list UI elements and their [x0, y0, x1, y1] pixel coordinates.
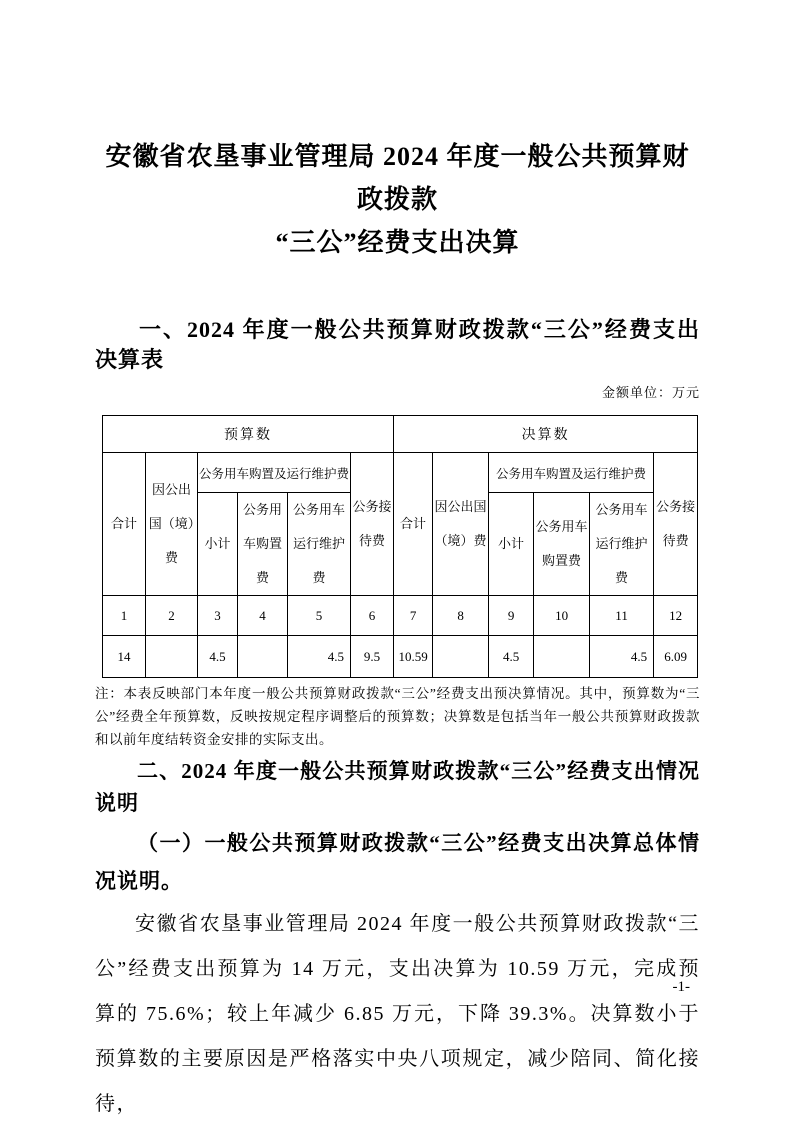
column-number: 4: [238, 596, 288, 636]
column-number: 9: [489, 596, 534, 636]
final-total-header: 合计: [394, 453, 433, 596]
budget-vehicle-group-header: 公务用车购置及运行维护费: [198, 453, 351, 493]
budget-vehicle-maintenance-header: 公务用车运行维护费: [288, 493, 351, 596]
final-abroad-value: [433, 636, 489, 678]
page-number: -1-: [672, 979, 690, 995]
column-number: 11: [590, 596, 654, 636]
budget-vehicle-subtotal-header: 小计: [198, 493, 238, 596]
budget-reception-value: 9.5: [351, 636, 394, 678]
budget-vehicle-subtotal-value: 4.5: [198, 636, 238, 678]
summary-paragraph: 安徽省农垦事业管理局 2024 年度一般公共预算财政拨款“三公”经费支出预算为 14 万元，支出决算为 10.59 万元，完成预算的 75.6%；较上年减少 6.85 万元，下降 39.3%。决算数小于预算数的主要原因是严格落实中央八项规定，减少陪同、简化接待，: [95, 913, 700, 1115]
table-column-number-row: [103, 596, 698, 636]
final-vehicle-maintenance-header: 公务用车运行维护费: [590, 493, 654, 596]
final-group-header: 决算数: [394, 416, 698, 453]
final-abroad-header: 因公出国（境）费: [433, 453, 489, 596]
budget-abroad-header: 因公出国（境）费: [146, 453, 198, 596]
final-vehicle-subtotal-header: 小计: [489, 493, 534, 596]
column-number: 7: [394, 596, 433, 636]
final-reception-value: 6.09: [654, 636, 698, 678]
final-vehicle-maintenance-value: 4.5: [590, 636, 654, 678]
column-number: 2: [146, 596, 198, 636]
subsection-1-heading: （一）一般公共预算财政拨款“三公”经费支出决算总体情况说明。: [95, 831, 700, 893]
final-vehicle-purchase-header: 公务用车购置费: [534, 493, 590, 596]
budget-reception-header: 公务接待费: [351, 453, 394, 596]
column-number: 5: [288, 596, 351, 636]
column-number: 10: [534, 596, 590, 636]
document-title-line1: 安徽省农垦事业管理局 2024 年度一般公共预算财政拨款: [105, 142, 690, 214]
column-number: 6: [351, 596, 394, 636]
table-group-header-row: [103, 416, 698, 453]
section-2-heading: 二、2024 年度一般公共预算财政拨款“三公”经费支出情况说明: [95, 759, 700, 815]
section-1-heading: 一、2024 年度一般公共预算财政拨款“三公”经费支出决算表: [95, 317, 700, 372]
budget-vehicle-purchase-value: [238, 636, 288, 678]
table-value-row: [103, 636, 698, 678]
document-title: [95, 135, 700, 264]
document-title-line2: “三公”经费支出决算: [275, 228, 520, 257]
final-reception-header: 公务接待费: [654, 453, 698, 596]
column-number: 12: [654, 596, 698, 636]
budget-vehicle-purchase-header: 公务用车购置费: [238, 493, 288, 596]
final-vehicle-group-header: 公务用车购置及运行维护费: [489, 453, 654, 493]
table-note: 注：本表反映部门本年度一般公共预算财政拨款“三公”经费支出预决算情况。其中，预算数为“三公”经费全年预算数，反映按规定程序调整后的预算数；决算数是包括当年一般公共预算财政拨款和以前年度结转资金安排的实际支出。: [95, 686, 700, 747]
column-number: 8: [433, 596, 489, 636]
table-header-row: [103, 453, 698, 493]
column-number: 3: [198, 596, 238, 636]
final-vehicle-subtotal-value: 4.5: [489, 636, 534, 678]
final-total-value: 10.59: [394, 636, 433, 678]
budget-vehicle-maintenance-value: 4.5: [288, 636, 351, 678]
three-public-expense-table: [102, 415, 698, 678]
budget-group-header: 预算数: [103, 416, 394, 453]
amount-unit-note: 金额单位：万元: [601, 385, 700, 400]
final-vehicle-purchase-value: [534, 636, 590, 678]
column-number: 1: [103, 596, 146, 636]
budget-total-value: 14: [103, 636, 146, 678]
budget-total-header: 合计: [103, 453, 146, 596]
budget-abroad-value: [146, 636, 198, 678]
